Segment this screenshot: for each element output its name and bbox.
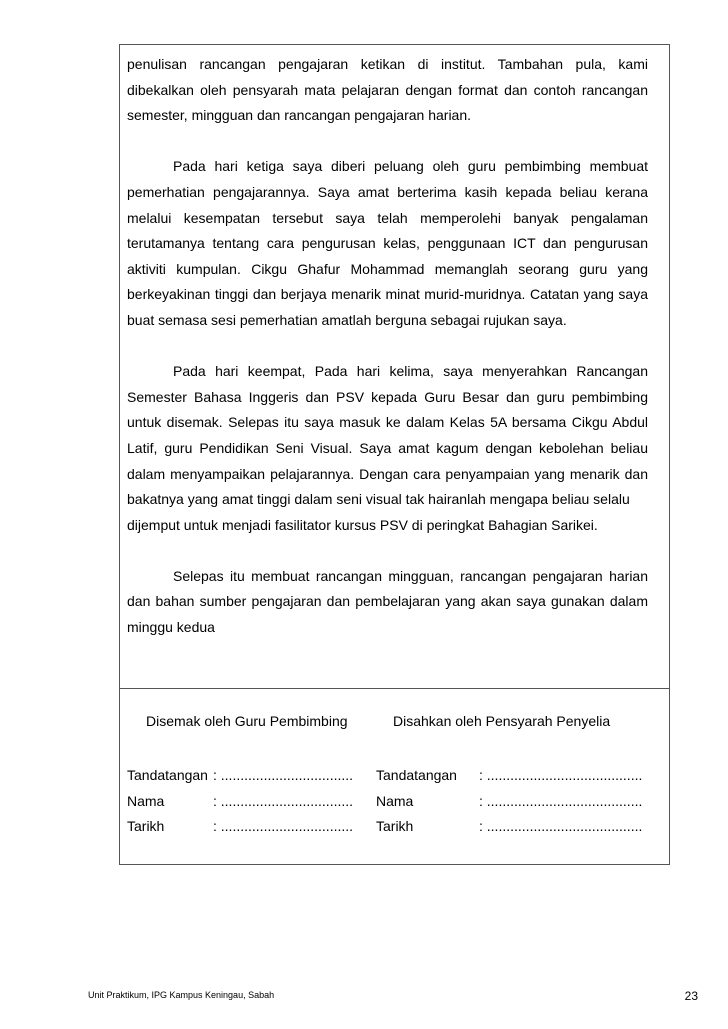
signature-right-field[interactable]: : ........................................	[479, 767, 643, 783]
date-right-label: Tarikh	[376, 818, 414, 834]
approved-by-lecturer-title: Disahkan oleh Pensyarah Penyelia	[393, 713, 611, 729]
signature-headers	[119, 713, 670, 733]
paragraph-day-four-main: Pada hari keempat, Pada hari kelima, saya menyerahkan Rancangan Semester Bahasa Inggeris dan PSV kepada Guru Besar dan guru pembimbing untuk disemak. Selepas itu saya masuk ke dalam Kelas 5A bersama Cikgu Abdul Latif, guru Pendidikan Seni Visual. Saya amat kagum dengan kebolehan beliau dalam menyampaikan pelajarannya. Dengan cara penyampaian yang menarik dan bakatnya yang amat tinggi dalam seni visual tak hairanlah mengapa beliau selalu	[127, 363, 648, 508]
paragraph-day-four	[127, 359, 648, 538]
date-left-field[interactable]: : ..................................	[213, 818, 354, 834]
report-body	[127, 52, 648, 641]
name-left-field[interactable]: : ..................................	[213, 793, 354, 809]
signature-label: Tandatangan	[127, 767, 208, 783]
footer-institution: Unit Praktikum, IPG Kampus Keningau, Sabah	[88, 990, 275, 1000]
paragraph-next-steps: Selepas itu membuat rancangan mingguan, rancangan pengajaran harian dan bahan sumber pengajaran dan pembelajaran yang akan saya gunakan dalam minggu kedua	[127, 567, 648, 636]
signature-row-date	[0, 818, 728, 838]
date-right-field[interactable]: : ........................................	[479, 818, 643, 834]
signature-row-name	[0, 793, 728, 813]
name-right-label: Nama	[376, 793, 414, 809]
paragraph-day-four-tail: dijemput untuk menjadi fasilitator kursus PSV di peringkat Bahagian Sarikei.	[127, 516, 598, 533]
name-right-field[interactable]: : ........................................	[479, 793, 643, 809]
section-divider	[119, 688, 670, 689]
signature-left-field[interactable]: : ..................................	[213, 767, 354, 783]
signature-right-label: Tandatangan	[376, 767, 457, 783]
checked-by-supervisor-title: Disemak oleh Guru Pembimbing	[146, 713, 348, 729]
name-label: Nama	[127, 793, 165, 809]
paragraph-day-three: Pada hari ketiga saya diberi peluang oleh guru pembimbing membuat pemerhatian pengajarannya. Saya amat berterima kasih kepada beliau kerana melalui kesempatan tersebut saya telah memperolehi banyak pengalaman terutamanya tentang cara pengurusan kelas, penggunaan ICT dan pengurusan aktiviti kumpulan. Cikgu Ghafur Mohammad memanglah seorang guru yang berkeyakinan tinggi dan berjaya menarik minat murid-muridnya. Catatan yang saya buat semasa sesi pemerhatian amatlah berguna sebagai rujukan saya.	[127, 158, 648, 328]
paragraph-intro: penulisan rancangan pengajaran ketikan di institut. Tambahan pula, kami dibekalkan oleh pensyarah mata pelajaran dengan format dan contoh rancangan semester, mingguan dan rancangan pengajaran harian.	[127, 56, 648, 124]
date-label: Tarikh	[127, 818, 165, 834]
signature-row-signature	[0, 767, 728, 787]
page-number: 23	[684, 989, 698, 1003]
